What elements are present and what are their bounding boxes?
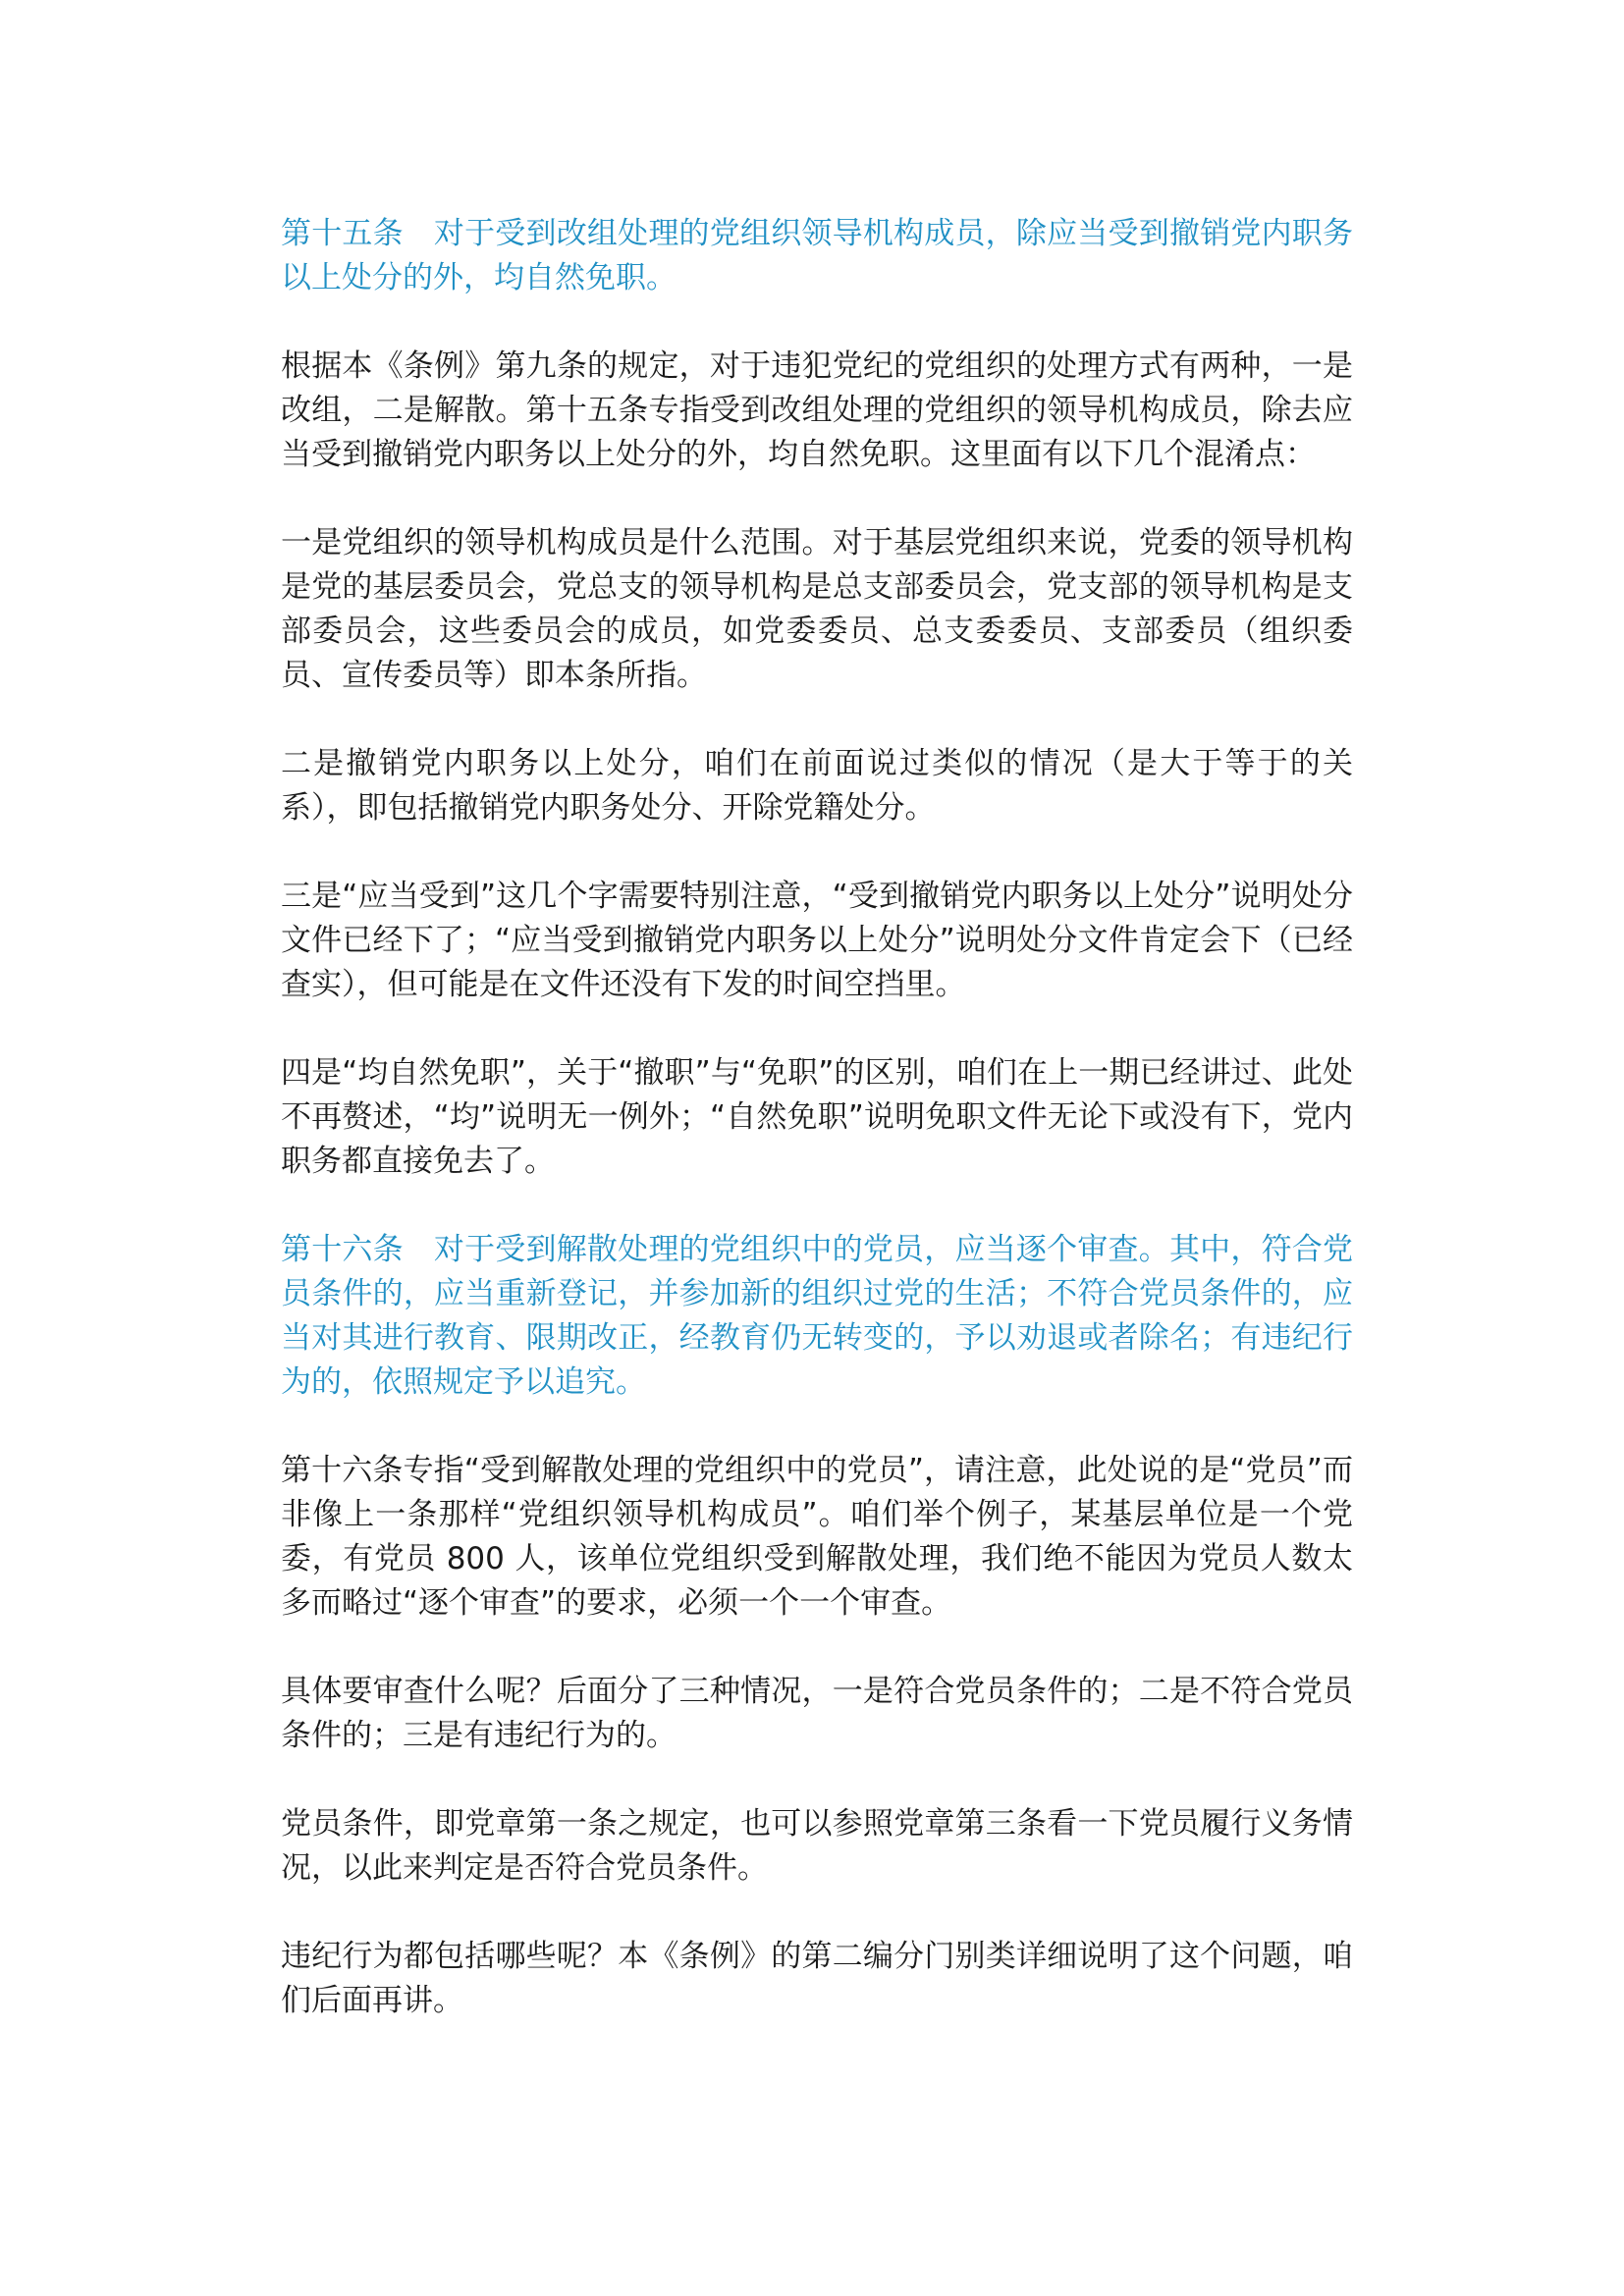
body-paragraph: 根据本《条例》第九条的规定，对于违犯党纪的党组织的处理方式有两种，一是改组，二是解散。第十五条专指受到改组处理的党组织的领导机构成员，除去应当受到撤销党内职务以上处分的外，均自然免职。这里面有以下几个混淆点： <box>281 348 1353 472</box>
article-label: 第十六条 <box>281 1232 404 1267</box>
body-paragraph: 三是“应当受到”这几个字需要特别注意，“受到撤销党内职务以上处分”说明处分文件已经下了；“应当受到撤销党内职务以上处分”说明处分文件肯定会下（已经查实），但可能是在文件还没有下发的时间空挡里。 <box>281 879 1353 1002</box>
article-15 <box>281 212 1353 300</box>
document-page <box>281 212 1353 2067</box>
body-paragraph: 第十六条专指“受到解散处理的党组织中的党员”，请注意，此处说的是“党员”而非像上一条那样“党组织领导机构成员”。咱们举个例子，某基层单位是一个党委，有党员 800 人，该单位党组织受到解散处理，我们绝不能因为党员人数太多而略过“逐个审查”的要求，必须一个一个审查。 <box>281 1453 1353 1621</box>
body-paragraph: 具体要审查什么呢？后面分了三种情况，一是符合党员条件的；二是不符合党员条件的；三是有违纪行为的。 <box>281 1674 1353 1753</box>
body-paragraph: 违纪行为都包括哪些呢？本《条例》的第二编分门别类详细说明了这个问题，咱们后面再讲。 <box>281 1939 1353 2018</box>
body-paragraph: 二是撤销党内职务以上处分，咱们在前面说过类似的情况（是大于等于的关系），即包括撤销党内职务处分、开除党籍处分。 <box>281 746 1353 826</box>
article-label: 第十五条 <box>281 216 404 251</box>
body-paragraph: 一是党组织的领导机构成员是什么范围。对于基层党组织来说，党委的领导机构是党的基层委员会，党总支的领导机构是总支部委员会，党支部的领导机构是支部委员会，这些委员会的成员，如党委委员、总支委委员、支部委员（组织委员、宣传委员等）即本条所指。 <box>281 525 1353 693</box>
article-text: 对于受到改组处理的党组织领导机构成员，除应当受到撤销党内职务以上处分的外，均自然免职。 <box>281 216 1354 295</box>
article-16 <box>281 1228 1353 1405</box>
body-paragraph: 四是“均自然免职”，关于“撤职”与“免职”的区别，咱们在上一期已经讲过、此处不再赘述，“均”说明无一例外；“自然免职”说明免职文件无论下或没有下，党内职务都直接免去了。 <box>281 1055 1353 1179</box>
article-text: 对于受到解散处理的党组织中的党员，应当逐个审查。其中，符合党员条件的，应当重新登记，并参加新的组织过党的生活；不符合党员条件的，应当对其进行教育、限期改正，经教育仍无转变的，予以劝退或者除名；有违纪行为的，依照规定予以追究。 <box>281 1232 1354 1400</box>
body-paragraph: 党员条件，即党章第一条之规定，也可以参照党章第三条看一下党员履行义务情况，以此来判定是否符合党员条件。 <box>281 1806 1353 1886</box>
